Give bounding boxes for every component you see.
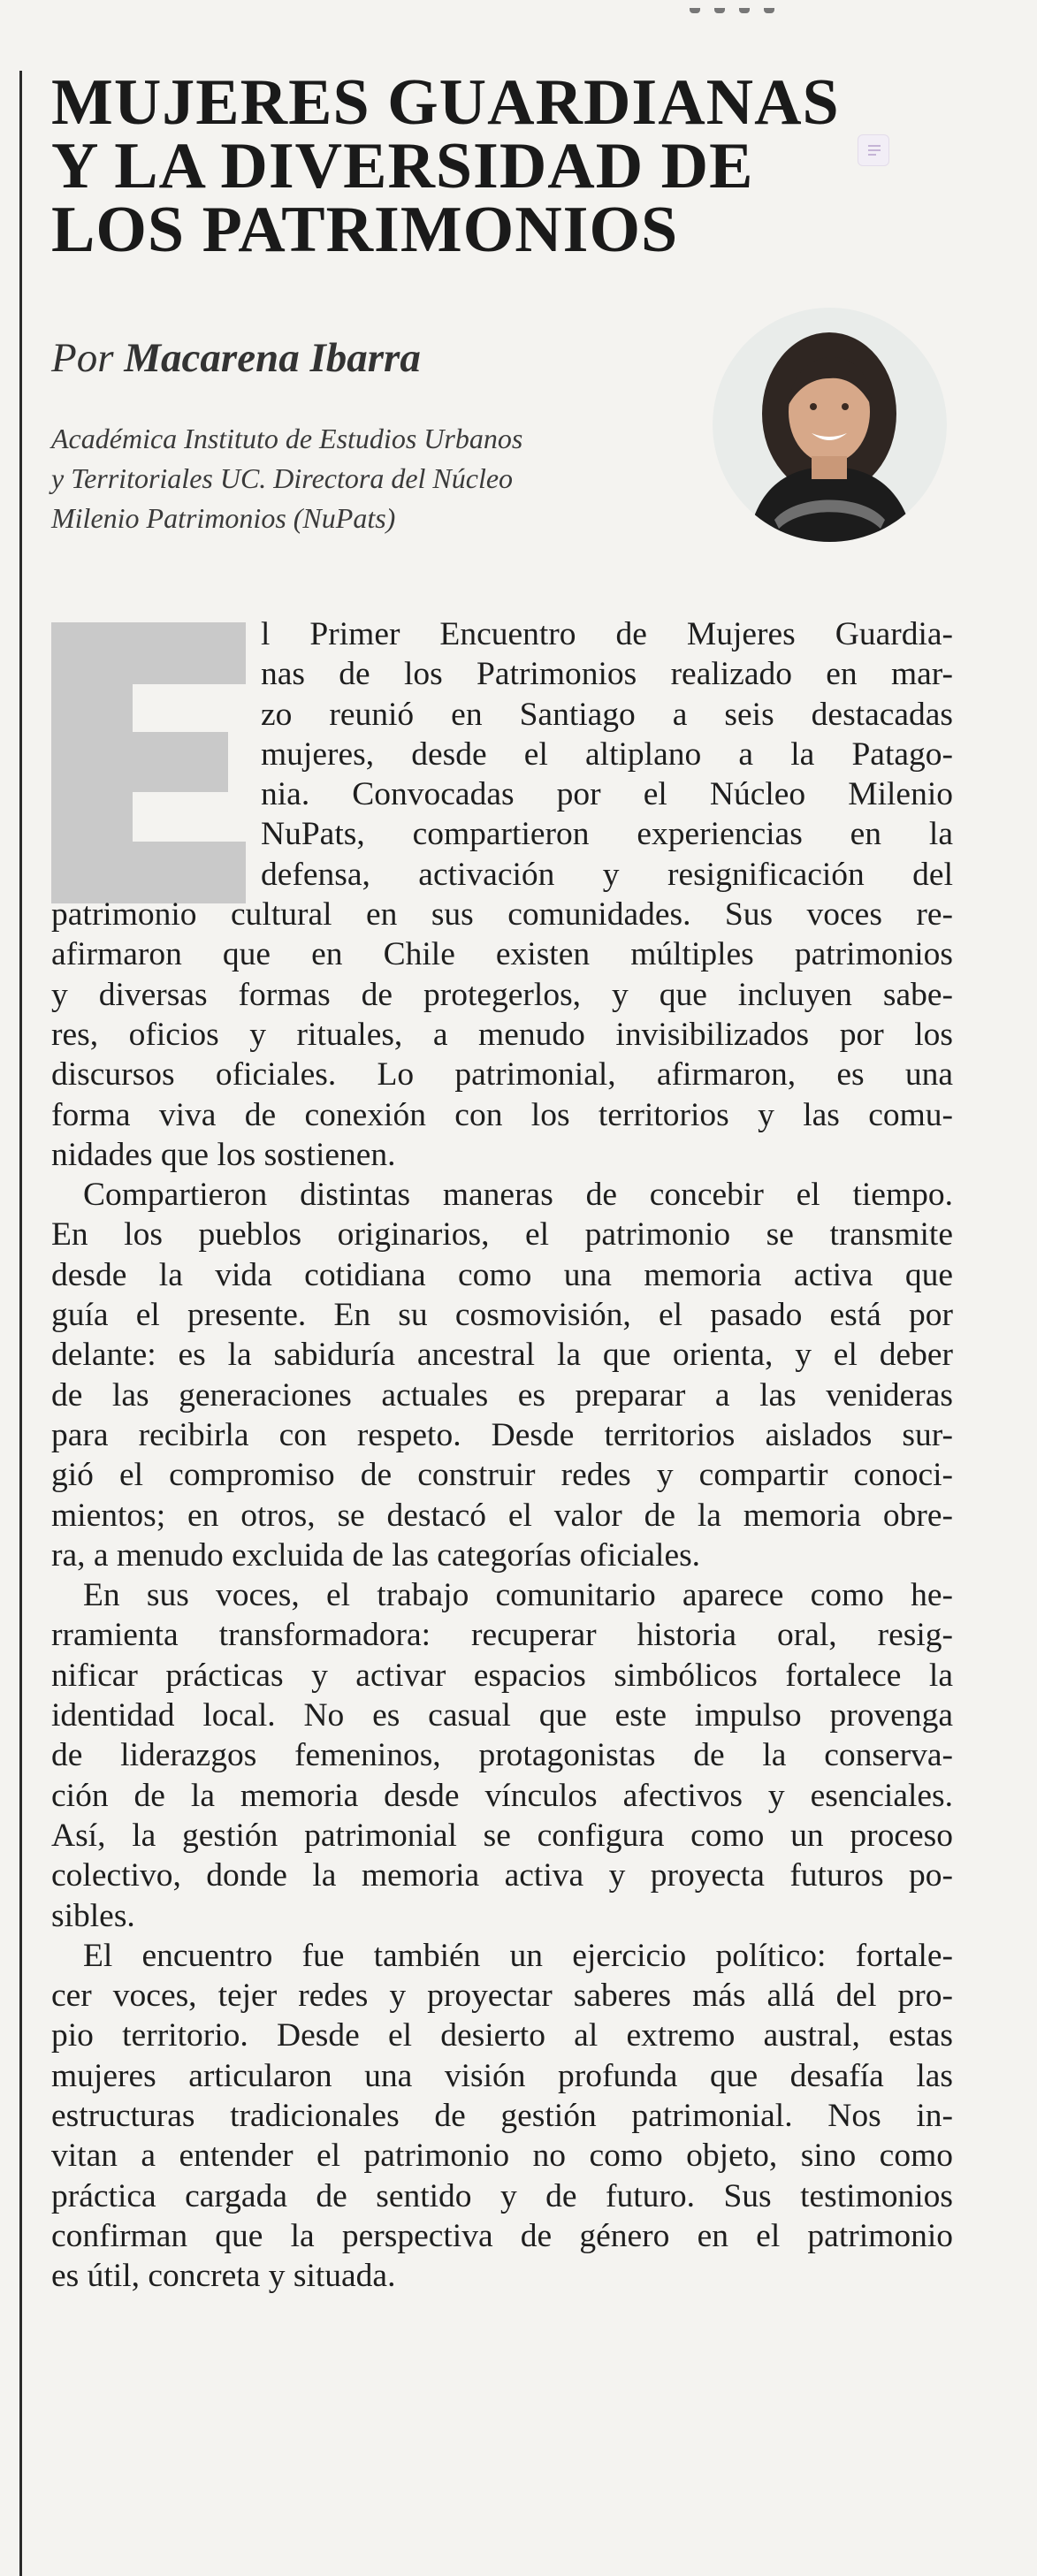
body-line: sibles. — [51, 1897, 135, 1934]
body-line: vitan a entender el patrimonio no como objeto, sino como — [51, 2138, 953, 2175]
column-rule — [19, 71, 22, 2576]
body-line: zo reunió en Santiago a seis destacadas — [261, 696, 953, 733]
body-line: defensa, activación y resignificación del — [261, 856, 953, 893]
credential-line: y Territoriales UC. Directora del Núcleo — [51, 462, 514, 494]
body-line: mientos; en otros, se destacó el valor de la memoria obre- — [51, 1497, 953, 1534]
body-line: NuPats, compartieron experiencias en la — [261, 816, 953, 853]
body-line: colectivo, donde la memoria activa y proyecta futuros po- — [51, 1857, 953, 1894]
body-line: ción de la memoria desde vínculos afectivos y esenciales. — [51, 1777, 953, 1814]
body-line: Compartieron distintas maneras de concebir el tiempo. — [83, 1177, 953, 1214]
body-line: l Primer Encuentro de Mujeres Guardia- — [261, 616, 953, 652]
body-line: ra, a menudo excluida de las categorías oficiales. — [51, 1536, 701, 1574]
body-line: res, oficios y rituales, a menudo invisibilizados por los — [51, 1016, 953, 1053]
body-line: estructuras tradicionales de gestión patrimonial. Nos in- — [51, 2097, 953, 2134]
byline — [51, 334, 421, 382]
body-line: El encuentro fue también un ejercicio político: fortale- — [83, 1937, 953, 1974]
body-line: de las generaciones actuales es preparar a las venideras — [51, 1376, 953, 1414]
credential-line: Milenio Patrimonios (NuPats) — [51, 502, 396, 534]
body-line: afirmaron que en Chile existen múltiples patrimonios — [51, 936, 953, 973]
body-line: Así, la gestión patrimonial se configura como un proceso — [51, 1817, 953, 1854]
body-line: identidad local. No es casual que este impulso provenga — [51, 1697, 953, 1734]
body-line: gió el compromiso de construir redes y compartir conoci- — [51, 1457, 953, 1494]
headline — [51, 66, 847, 266]
author-portrait — [713, 308, 947, 542]
body-line: discursos oficiales. Lo patrimonial, afirmaron, es una — [51, 1056, 953, 1094]
body-line: pio territorio. Desde el desierto al extremo austral, estas — [51, 2017, 953, 2054]
body-line: mujeres, desde el altiplano a la Patago- — [261, 735, 953, 773]
author-name: Macarena Ibarra — [124, 335, 421, 381]
body-line: nas de los Patrimonios realizado en mar- — [261, 656, 953, 693]
body-line: práctica cargada de sentido y de futuro. Sus testimonios — [51, 2177, 953, 2214]
body-line: forma viva de conexión con los territorios y las comu- — [51, 1096, 953, 1133]
body-line: para recibirla con respeto. Desde territorios aislados sur- — [51, 1416, 953, 1453]
body-line: En los pueblos originarios, el patrimonio se transmite — [51, 1216, 953, 1254]
credential-line: Académica Instituto de Estudios Urbanos — [51, 423, 523, 454]
body-line: rramienta transformadora: recuperar historia oral, resig- — [51, 1617, 953, 1654]
body-line: guía el presente. En su cosmovisión, el pasado está por — [51, 1297, 953, 1334]
body-line: confirman que la perspectiva de género en el patrimonio — [51, 2217, 953, 2254]
body-line: nificar prácticas y activar espacios simbólicos fortalece la — [51, 1657, 953, 1694]
note-icon[interactable] — [858, 134, 889, 166]
body-line: cer voces, tejer redes y proyectar saberes más allá del pro- — [51, 1978, 953, 2015]
body-line: patrimonio cultural en sus comunidades. Sus voces re- — [51, 896, 953, 934]
headline-line: LOS PATRIMONIOS — [51, 194, 679, 266]
body-line: nia. Convocadas por el Núcleo Milenio — [261, 776, 953, 813]
article-body — [51, 614, 953, 2296]
body-line: y diversas formas de protegerlos, y que incluyen sabe- — [51, 976, 953, 1013]
body-line: delante: es la sabiduría ancestral la que orienta, y el deber — [51, 1337, 953, 1374]
byline-prefix: Por — [51, 335, 114, 381]
headline-line: Y LA DIVERSIDAD DE — [51, 130, 754, 202]
body-line: mujeres articularon una visión profunda que desafía las — [51, 2057, 953, 2094]
body-line: desde la vida cotidiana como una memoria activa que — [51, 1256, 953, 1293]
author-credential — [51, 419, 688, 538]
body-line: nidades que los sostienen. — [51, 1136, 396, 1173]
headline-line: MUJERES GUARDIANAS — [51, 66, 840, 139]
body-line: de liderazgos femeninos, protagonistas de la conserva- — [51, 1737, 953, 1774]
body-line: es útil, concreta y situada. — [51, 2258, 396, 2295]
body-line: En sus voces, el trabajo comunitario aparece como he- — [83, 1577, 953, 1614]
scan-artifact — [690, 0, 813, 9]
